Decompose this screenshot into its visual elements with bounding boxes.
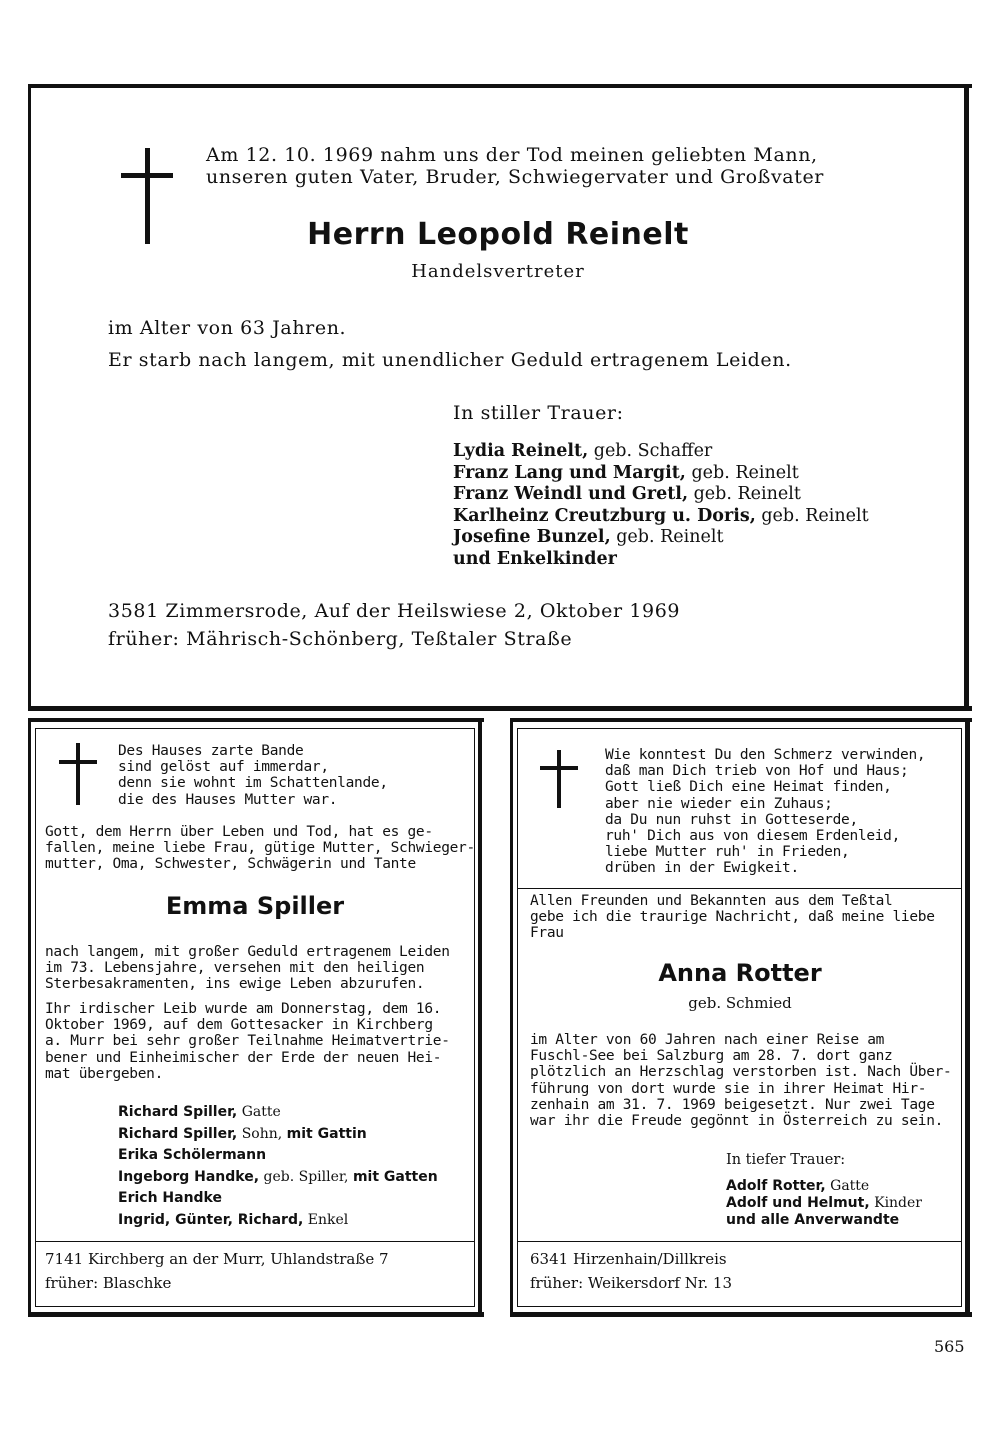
poem-line: daß man Dich trieb von Hof und Haus; (605, 763, 909, 780)
death-text: Er starb nach langem, mit unendlicher Geduld ertragenem Leiden. (108, 349, 792, 371)
poem-line: da Du nun ruhst in Gotteserde, (605, 811, 858, 828)
intro-line: fallen, meine liebe Frau, gütige Mutter, Schwieger- (45, 840, 475, 857)
mourners-list (726, 1178, 922, 1229)
former-address: früher: Mährisch-Schönberg, Teßtaler Straße (108, 628, 573, 650)
mourner: Ingeborg Handke, geb. Spiller, mit Gatten (118, 1168, 438, 1185)
poem-line: Gott ließ Dich eine Heimat finden, (605, 779, 892, 796)
mourner: Josefine Bunzel, geb. Reinelt (453, 527, 724, 548)
mourner: Franz Lang und Margit, geb. Reinelt (453, 462, 799, 483)
body-text: im Alter von 60 Jahren nach einer Reise am Fuschl-See bei Salzburg am 28. 7. dort ganz plötzlich an Herzschlag verstorben ist. Nach Über- führung von dort wurde sie in ihrer Heimat Hir- zenhain am 31. 7. 1969 beigesetzt. Nur zwei Tage war ihr die Freude gegönnt in Österreich zu sein. (530, 1032, 952, 1130)
cross-icon (59, 743, 97, 807)
intro-text (45, 824, 475, 873)
mourner: und alle Anverwandte (726, 1212, 900, 1228)
body-text-2: Ihr irdischer Leib wurde am Donnerstag, dem 16. Oktober 1969, auf dem Gottesacker in Kirchberg a. Murr bei sehr großer Teilnahme Heimatvertrie- bener und Einheimischer der Erde der neuen Hei- mat übergeben. (45, 1001, 450, 1082)
intro-line: Gott, dem Herrn über Leben und Tod, hat es ge- (45, 824, 433, 840)
border-bottom (28, 706, 972, 711)
inner-frame-left (517, 728, 518, 1306)
mourners-list (453, 441, 869, 571)
poem-line: Des Hauses zarte Bande (118, 743, 304, 759)
former-address: früher: Weikersdorf Nr. 13 (530, 1274, 733, 1292)
address: 6341 Hirzenhain/Dillkreis (530, 1250, 727, 1268)
border-top (510, 718, 972, 722)
poem-line: die des Hauses Mutter war. (118, 791, 338, 808)
mourner: und Enkelkinder (453, 548, 617, 569)
mourner: Richard Spiller, Gatte (118, 1104, 281, 1120)
inner-frame-top (517, 728, 962, 729)
mourner: Adolf und Helmut, Kinder (726, 1195, 922, 1211)
deceased-name: Emma Spiller (165, 892, 345, 920)
body-text-1: nach langem, mit großer Geduld ertragenem Leiden im 73. Lebensjahre, versehen mit den heiligen Sterbesakramenten, ins ewige Leben abzurufen. (45, 944, 450, 993)
deceased-name: Herrn Leopold Reinelt (307, 217, 689, 252)
poem-line: denn sie wohnt im Schattenlande, (118, 775, 388, 792)
section-divider (35, 1241, 475, 1242)
poem-line: drüben in der Ewigkeit. (605, 860, 799, 877)
inner-frame-right (474, 728, 475, 1306)
poem-line: liebe Mutter ruh' in Frieden, (605, 844, 850, 861)
mourners-list (118, 1102, 438, 1232)
age-text: im Alter von 63 Jahren. (108, 317, 347, 339)
deceased-name: Anna Rotter (658, 959, 822, 987)
poem (118, 743, 388, 808)
mourner: Lydia Reinelt, geb. Schaffer (453, 441, 713, 461)
inner-frame-right (961, 728, 962, 1306)
border-bottom (510, 1312, 972, 1317)
border-left (510, 718, 513, 1317)
border-right (478, 718, 482, 1317)
poem-line: aber nie wieder ein Zuhaus; (605, 795, 833, 812)
notice-emma-spiller (28, 718, 484, 1318)
poem-line: sind gelöst auf immerdar, (118, 759, 329, 776)
border-top (28, 718, 484, 722)
intro-text: Allen Freunden und Bekannten aus dem Teßtal gebe ich die traurige Nachricht, daß meine liebe Frau (530, 893, 935, 942)
border-left (28, 84, 31, 711)
section-divider (517, 1241, 962, 1242)
cross-icon (540, 750, 578, 808)
page-number: 565 (934, 1337, 965, 1356)
border-left (28, 718, 31, 1317)
intro-line: mutter, Oma, Schwester, Schwägerin und Tante (45, 856, 416, 873)
mourning-heading: In stiller Trauer: (453, 402, 624, 424)
inner-frame-bottom (35, 1306, 475, 1307)
mourner: Richard Spiller, Sohn, mit Gattin (118, 1125, 367, 1142)
former-address: früher: Blaschke (45, 1274, 172, 1292)
notice-leopold-reinelt (28, 84, 972, 711)
born-name: geb. Schmied (688, 994, 792, 1012)
poem-line: ruh' Dich aus von diesem Erdenleid, (605, 828, 901, 845)
border-right (964, 84, 969, 711)
border-top (28, 84, 972, 88)
intro-line: unseren guten Vater, Bruder, Schwiegervater und Großvater (206, 166, 824, 188)
border-bottom (28, 1312, 484, 1317)
inner-frame-bottom (517, 1306, 962, 1307)
mourner: Ingrid, Günter, Richard, Enkel (118, 1211, 349, 1228)
poem (605, 747, 925, 877)
mourner: Karlheinz Creutzburg u. Doris, geb. Reinelt (453, 505, 869, 526)
address: 3581 Zimmersrode, Auf der Heilswiese 2, Oktober 1969 (108, 600, 681, 622)
profession: Handelsvertreter (411, 261, 585, 282)
mourner: Erika Schölermann (118, 1147, 267, 1164)
mourner: Franz Weindl und Gretl, geb. Reinelt (453, 484, 801, 505)
address: 7141 Kirchberg an der Murr, Uhlandstraße 7 (45, 1250, 389, 1268)
mourner: Erich Handke (118, 1190, 222, 1207)
intro-text (206, 144, 906, 188)
intro-line: Am 12. 10. 1969 nahm uns der Tod meinen geliebten Mann, (206, 144, 818, 166)
inner-frame-left (35, 728, 36, 1306)
mourning-heading: In tiefer Trauer: (726, 1152, 846, 1168)
poem-line: Wie konntest Du den Schmerz verwinden, (605, 747, 926, 763)
inner-frame-top (35, 728, 475, 729)
section-divider (517, 888, 962, 889)
mourner: Adolf Rotter, Gatte (726, 1178, 870, 1194)
border-right (965, 718, 970, 1317)
notice-anna-rotter (510, 718, 972, 1318)
